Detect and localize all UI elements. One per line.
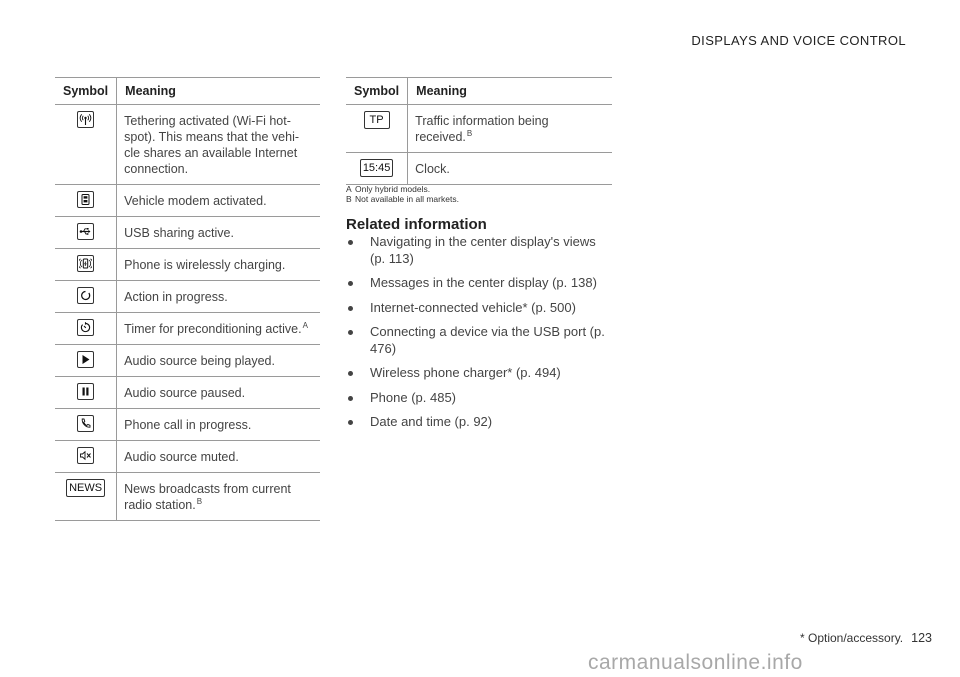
table-row — [55, 105, 320, 185]
symbol-column-header: Symbol — [55, 78, 117, 105]
table-row — [346, 153, 612, 185]
related-information-heading: Related information — [346, 216, 487, 233]
symbols-table-right — [346, 77, 612, 185]
meaning-column-header: Meaning — [117, 78, 320, 105]
usb-icon — [77, 223, 94, 240]
meaning-cell: Phone call in progress. — [117, 409, 320, 441]
table-row — [55, 281, 320, 313]
footnote: A Only hybrid models. — [346, 184, 431, 194]
wifi-hotspot-icon — [77, 111, 94, 128]
table-row — [346, 105, 612, 153]
footnote-ref: B — [196, 497, 203, 506]
related-link[interactable]: Internet-connected vehicle* (p. 500) — [346, 300, 606, 317]
footnote-ref: A — [302, 321, 308, 330]
option-accessory-note: * Option/accessory. — [799, 631, 904, 645]
related-information-list — [346, 234, 606, 439]
page-footer — [800, 631, 932, 645]
watermark: carmanualsonline.info — [588, 651, 803, 674]
timer-icon — [77, 319, 94, 336]
clock-icon: 15:45 — [360, 159, 394, 177]
wireless-charging-icon — [77, 255, 94, 272]
table-row — [55, 185, 320, 217]
section-header: DISPLAYS AND VOICE CONTROL — [691, 33, 906, 48]
table-row — [55, 441, 320, 473]
table-row — [55, 217, 320, 249]
page-number: 123 — [911, 631, 932, 645]
table-row — [55, 473, 320, 521]
related-link[interactable]: Wireless phone charger* (p. 494) — [346, 365, 606, 382]
meaning-cell: Clock. — [408, 153, 612, 185]
meaning-cell: Audio source being played. — [117, 345, 320, 377]
related-link[interactable]: Phone (p. 485) — [346, 390, 606, 407]
meaning-cell: USB sharing active. — [117, 217, 320, 249]
related-link[interactable]: Connecting a device via the USB port (p. 476) — [346, 324, 606, 357]
related-link[interactable]: Date and time (p. 92) — [346, 414, 606, 431]
table-row — [55, 313, 320, 345]
footnote: B Not available in all markets. — [346, 194, 459, 204]
footnote-ref: B — [466, 129, 473, 138]
phone-icon — [77, 415, 94, 432]
table-row — [55, 377, 320, 409]
muted-icon — [77, 447, 94, 464]
symbols-table-left — [55, 77, 320, 521]
meaning-cell: Phone is wirelessly charging. — [117, 249, 320, 281]
progress-icon — [77, 287, 94, 304]
meaning-cell: Audio source muted. — [117, 441, 320, 473]
table-header-row — [346, 78, 612, 105]
meaning-cell: Traffic information being received.$^B$ — [408, 105, 612, 153]
table-row — [55, 409, 320, 441]
footnotes — [346, 184, 459, 204]
meaning-cell: Timer for preconditioning active.$^A$ — [117, 313, 320, 345]
news-icon: NEWS — [66, 479, 105, 497]
modem-icon — [77, 191, 94, 208]
meaning-column-header: Meaning — [408, 78, 612, 105]
meaning-cell: Vehicle modem activated. — [117, 185, 320, 217]
related-link[interactable]: Messages in the center display (p. 138) — [346, 275, 606, 292]
meaning-cell: Tethering activated (Wi-Fi hot-spot). This means that the vehi-cle shares an available Internet connection. — [117, 105, 320, 185]
meaning-cell: News broadcasts from current radio station.$^B$ — [117, 473, 320, 521]
meaning-cell: Action in progress. — [117, 281, 320, 313]
table-row — [55, 345, 320, 377]
play-icon — [77, 351, 94, 368]
table-row — [55, 249, 320, 281]
meaning-cell: Audio source paused. — [117, 377, 320, 409]
symbol-column-header: Symbol — [346, 78, 408, 105]
tp-icon: TP — [364, 111, 390, 129]
table-header-row — [55, 78, 320, 105]
pause-icon — [77, 383, 94, 400]
related-link[interactable]: Navigating in the center display's views (p. 113) — [346, 234, 606, 267]
